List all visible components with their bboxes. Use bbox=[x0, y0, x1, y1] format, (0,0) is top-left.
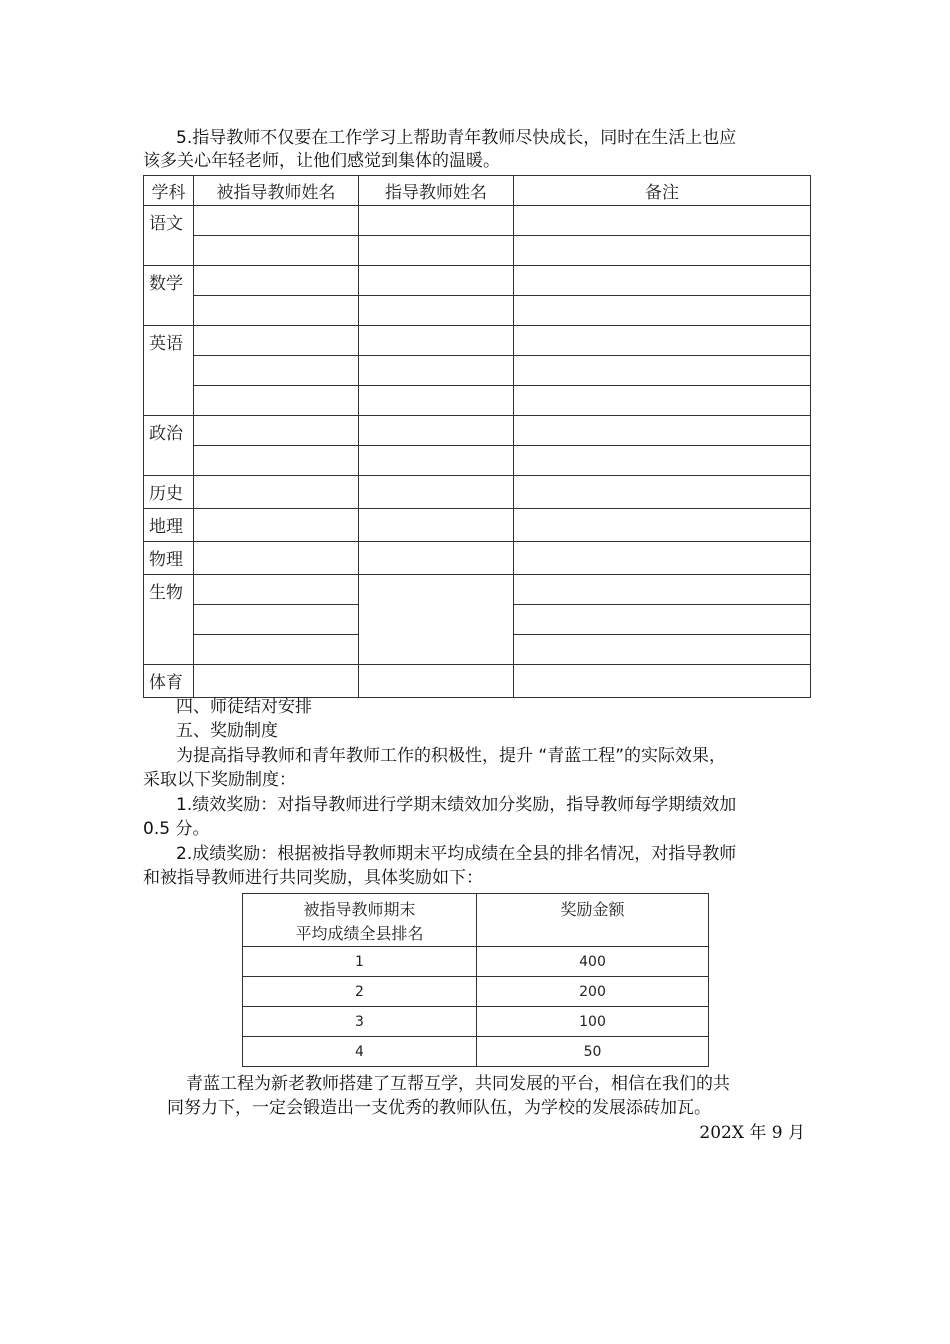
table-cell bbox=[514, 326, 811, 356]
table-cell bbox=[514, 665, 811, 698]
subject-math: 数学 bbox=[144, 266, 194, 326]
table-row bbox=[144, 326, 811, 356]
table-cell bbox=[514, 446, 811, 476]
intro-line-1: 5.指导教师不仅要在工作学习上帮助青年教师尽快成长，同时在生活上也应 bbox=[176, 128, 737, 148]
table-cell bbox=[194, 635, 359, 665]
table-row bbox=[144, 446, 811, 476]
subject-chinese: 语文 bbox=[144, 206, 194, 266]
document-date: 202X 年 9 月 bbox=[699, 1123, 805, 1143]
table-row bbox=[144, 296, 811, 326]
table-cell bbox=[194, 296, 359, 326]
table-cell bbox=[514, 542, 811, 575]
table-cell bbox=[359, 476, 514, 509]
table-cell bbox=[194, 236, 359, 266]
closing-line-1: 青蓝工程为新老教师搭建了互帮互学，共同发展的平台，相信在我们的共 bbox=[186, 1074, 730, 1094]
subject-history: 历史 bbox=[144, 476, 194, 509]
header-mentor-name: 指导教师姓名 bbox=[359, 176, 514, 206]
table-cell bbox=[359, 266, 514, 296]
subject-physics: 物理 bbox=[144, 542, 194, 575]
table-cell bbox=[194, 575, 359, 605]
table-row bbox=[144, 416, 811, 446]
table-cell bbox=[514, 266, 811, 296]
subject-english: 英语 bbox=[144, 326, 194, 416]
header-rank-line-2: 平均成绩全县排名 bbox=[295, 924, 424, 943]
amount-cell: 400 bbox=[477, 947, 709, 977]
table-cell bbox=[514, 509, 811, 542]
table-row bbox=[144, 266, 811, 296]
table-cell bbox=[194, 542, 359, 575]
table-header-row bbox=[144, 176, 811, 206]
table-cell bbox=[194, 356, 359, 386]
table-row bbox=[243, 1007, 709, 1037]
header-rank-line-1: 被指导教师期末 bbox=[303, 900, 416, 919]
rank-cell: 1 bbox=[243, 947, 477, 977]
amount-cell: 50 bbox=[477, 1037, 709, 1067]
table-cell bbox=[359, 542, 514, 575]
closing-line-2: 同努力下，一定会锻造出一支优秀的教师队伍，为学校的发展添砖加瓦。 bbox=[167, 1098, 711, 1118]
table-cell bbox=[514, 476, 811, 509]
table-row bbox=[144, 575, 811, 605]
table-cell-merged bbox=[359, 575, 514, 665]
table-cell bbox=[514, 206, 811, 236]
table-cell bbox=[514, 416, 811, 446]
rank-cell: 2 bbox=[243, 977, 477, 1007]
item2-line-2: 和被指导教师进行共同奖励，具体奖励如下： bbox=[143, 868, 483, 888]
table-row bbox=[144, 206, 811, 236]
table-cell bbox=[194, 206, 359, 236]
header-remarks: 备注 bbox=[514, 176, 811, 206]
rank-cell: 3 bbox=[243, 1007, 477, 1037]
table-cell bbox=[194, 509, 359, 542]
item2-line-1: 2.成绩奖励：根据被指导教师期末平均成绩在全县的排名情况，对指导教师 bbox=[176, 844, 737, 864]
table-row bbox=[243, 947, 709, 977]
table-row bbox=[144, 509, 811, 542]
table-cell bbox=[359, 665, 514, 698]
intro-line-2: 该多关心年轻老师，让他们感觉到集体的温暖。 bbox=[143, 151, 500, 171]
rank-cell: 4 bbox=[243, 1037, 477, 1067]
header-mentee-name: 被指导教师姓名 bbox=[194, 176, 359, 206]
table-header-row bbox=[243, 894, 709, 947]
header-rank bbox=[243, 894, 477, 947]
table-row bbox=[144, 542, 811, 575]
section-reward: 五、奖励制度 bbox=[176, 721, 278, 741]
table-cell bbox=[514, 356, 811, 386]
table-cell bbox=[194, 665, 359, 698]
table-row bbox=[243, 977, 709, 1007]
table-cell bbox=[359, 509, 514, 542]
amount-cell: 200 bbox=[477, 977, 709, 1007]
table-cell bbox=[194, 386, 359, 416]
table-row bbox=[144, 386, 811, 416]
table-cell bbox=[514, 605, 811, 635]
amount-cell: 100 bbox=[477, 1007, 709, 1037]
table-cell bbox=[194, 476, 359, 509]
table-cell bbox=[359, 206, 514, 236]
table-cell bbox=[194, 416, 359, 446]
table-cell bbox=[359, 236, 514, 266]
header-amount: 奖励金额 bbox=[477, 894, 709, 947]
table-cell bbox=[359, 416, 514, 446]
reward-intro-line-1: 为提高指导教师和青年教师工作的积极性，提升 “青蓝工程”的实际效果， bbox=[176, 746, 727, 766]
subject-biology: 生物 bbox=[144, 575, 194, 665]
table-row bbox=[144, 356, 811, 386]
table-cell bbox=[359, 446, 514, 476]
table-cell bbox=[514, 575, 811, 605]
table-cell bbox=[194, 266, 359, 296]
mentor-table bbox=[143, 175, 811, 698]
reward-intro-line-2: 采取以下奖励制度： bbox=[143, 770, 296, 790]
table-cell bbox=[359, 356, 514, 386]
table-cell bbox=[194, 605, 359, 635]
item1-line-1: 1.绩效奖励：对指导教师进行学期末绩效加分奖励，指导教师每学期绩效加 bbox=[176, 795, 737, 815]
table-cell bbox=[359, 386, 514, 416]
table-cell bbox=[514, 236, 811, 266]
table-cell bbox=[359, 296, 514, 326]
item1-line-2: 0.5 分。 bbox=[143, 819, 210, 839]
subject-pe: 体育 bbox=[144, 665, 194, 698]
table-row bbox=[144, 476, 811, 509]
table-cell bbox=[514, 635, 811, 665]
table-row bbox=[243, 1037, 709, 1067]
subject-geography: 地理 bbox=[144, 509, 194, 542]
table-cell bbox=[514, 296, 811, 326]
table-cell bbox=[359, 326, 514, 356]
table-row bbox=[144, 665, 811, 698]
header-subject: 学科 bbox=[144, 176, 194, 206]
section-pairing: 四、师徒结对安排 bbox=[176, 697, 312, 717]
table-row bbox=[144, 236, 811, 266]
table-cell bbox=[194, 326, 359, 356]
reward-table bbox=[242, 893, 709, 1067]
table-cell bbox=[194, 446, 359, 476]
subject-politics: 政治 bbox=[144, 416, 194, 476]
table-cell bbox=[514, 386, 811, 416]
